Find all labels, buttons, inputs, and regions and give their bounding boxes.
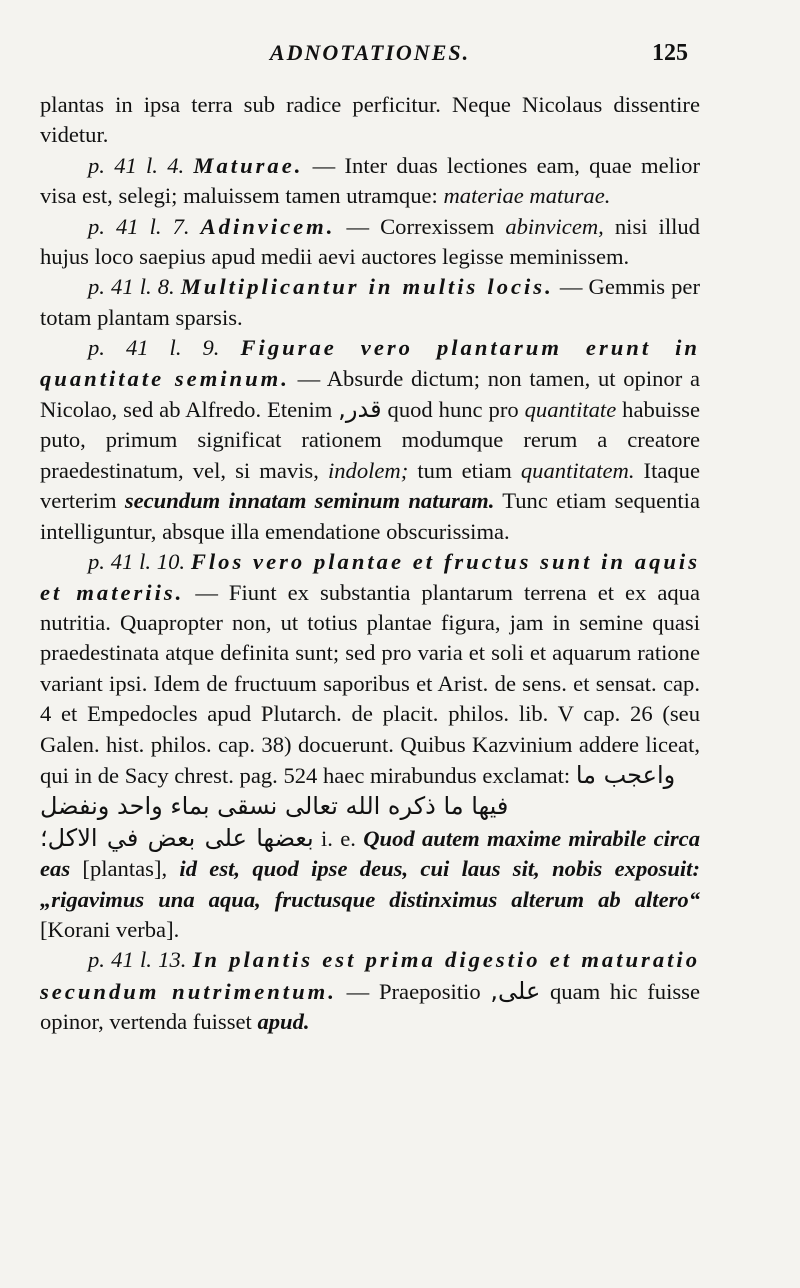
text-body: [40, 90, 700, 1038]
lemma: In plantis est prima digestio et maturatio secundum nutrimentum.: [40, 947, 700, 1004]
italic-text: Quod autem maxime mirabile circa eas: [40, 825, 700, 882]
page-number: 125: [652, 40, 688, 66]
italic-text: quantitatem.: [520, 457, 635, 483]
italic-text: materiae maturae.: [443, 183, 611, 209]
paragraph-text: Itaque verterim: [40, 457, 701, 514]
paragraph-3: [40, 212, 700, 273]
lemma: Figurae vero plantarum erunt in quantitate seminum.: [40, 335, 700, 391]
paragraph-text: — Gemmis per totam plantam sparsis.: [40, 274, 700, 330]
paragraph-text: habuisse puto, primum significat rationem modumque rerum a creatore praedestinatum, vel, si mavis,: [40, 397, 700, 483]
paragraph-text: [plantas],: [70, 856, 180, 882]
paragraph-text: — Absurde dictum; non tamen, ut opinor a Nicolao, sed ab Alfredo. Etenim: [40, 365, 700, 423]
paragraph-text: tum etiam: [408, 457, 521, 483]
reference: p. 41 l. 10.: [88, 549, 186, 575]
paragraph-4: [40, 272, 700, 333]
paragraph-text: Tunc etiam sequentia intelliguntur, absque illa emendatione obscurissima.: [40, 488, 700, 544]
reference: p. 41 l. 8.: [88, 274, 175, 300]
arabic-line: فيها ما ذكره الله تعالى نسقى بماء واحد ونفضل: [40, 792, 509, 821]
paragraph-text: [Korani verba].: [40, 916, 180, 942]
header-title: ADNOTATIONES.: [269, 40, 471, 65]
paragraph-text: quod hunc pro: [381, 397, 525, 423]
italic-text: indolem;: [327, 457, 409, 483]
paragraph-text: — Inter duas lectiones eam, quae melior visa est, selegi; maluissem tamen utramque:: [40, 152, 700, 209]
lemma: Adinvicem.: [200, 213, 336, 239]
lemma: Flos vero plantae et fructus sunt in aquis et materiis.: [40, 549, 700, 605]
italic-text: id est, quod ipse deus, cui laus sit, nobis exposuit: „rigavimus una aqua, fructusque distinximus alterum ab altero“: [40, 856, 700, 912]
arabic-word: على,: [490, 976, 541, 1005]
reference: p. 41 l. 7.: [88, 213, 190, 239]
lemma: Multiplicantur in multis locis.: [180, 274, 554, 300]
paragraph-6: [40, 547, 700, 945]
paragraph-2: [40, 151, 700, 212]
paragraph-1: [40, 90, 700, 151]
paragraph-text: — Fiunt ex substantia plantarum terrena et ex aqua nutritia. Quapropter non, ut totius plantae figura, jam in semine quasi praedestinata atque definita sunt; sed pro varia et soli et aquarum ratione variant ipsi. Idem de fructuum saporibus et Arist. de sens. et sensat. cap. 4 et Empedocles apud Plutarch. de placit. philos. lib. V cap. 26 (seu Galen. hist. philos. cap. 38) docuerunt. Quibus Kazvinium addere liceat, qui in de Sacy chrest. pag. 524 haec mirabundus exclamat:: [40, 579, 700, 788]
paragraph-7: [40, 945, 700, 1037]
paragraph-text: — Praepositio: [346, 978, 491, 1004]
paragraph-text: nisi illud hujus loco saepius apud medii aevi auctores legisse meminissem.: [40, 213, 700, 270]
paragraph-text: quam hic fuisse opinor, vertenda fuisset: [40, 978, 700, 1035]
arabic-line: بعضها على بعض في الاكل؛: [40, 823, 314, 852]
reference: p. 41 l. 9.: [88, 335, 220, 361]
paragraph-text: i. e.: [313, 825, 364, 851]
italic-text: apud.: [257, 1009, 310, 1035]
lemma: Maturae.: [193, 152, 304, 178]
reference: p. 41 l. 13.: [88, 947, 187, 973]
arabic-phrase: واعجب ما: [575, 760, 676, 789]
paragraph-text: plantas in ipsa terra sub radice perficitur. Neque Nicolaus dissentire videtur.: [40, 92, 700, 148]
running-header: [40, 40, 700, 80]
paragraph-text: — Correxissem: [346, 213, 506, 239]
reference: p. 41 l. 4.: [88, 152, 185, 178]
arabic-word: قدر,: [338, 395, 382, 424]
italic-text: quantitate: [524, 397, 617, 423]
italic-text: abinvicem,: [505, 213, 604, 239]
paragraph-5: [40, 333, 700, 547]
italic-text: secundum innatam seminum naturam.: [124, 488, 495, 514]
